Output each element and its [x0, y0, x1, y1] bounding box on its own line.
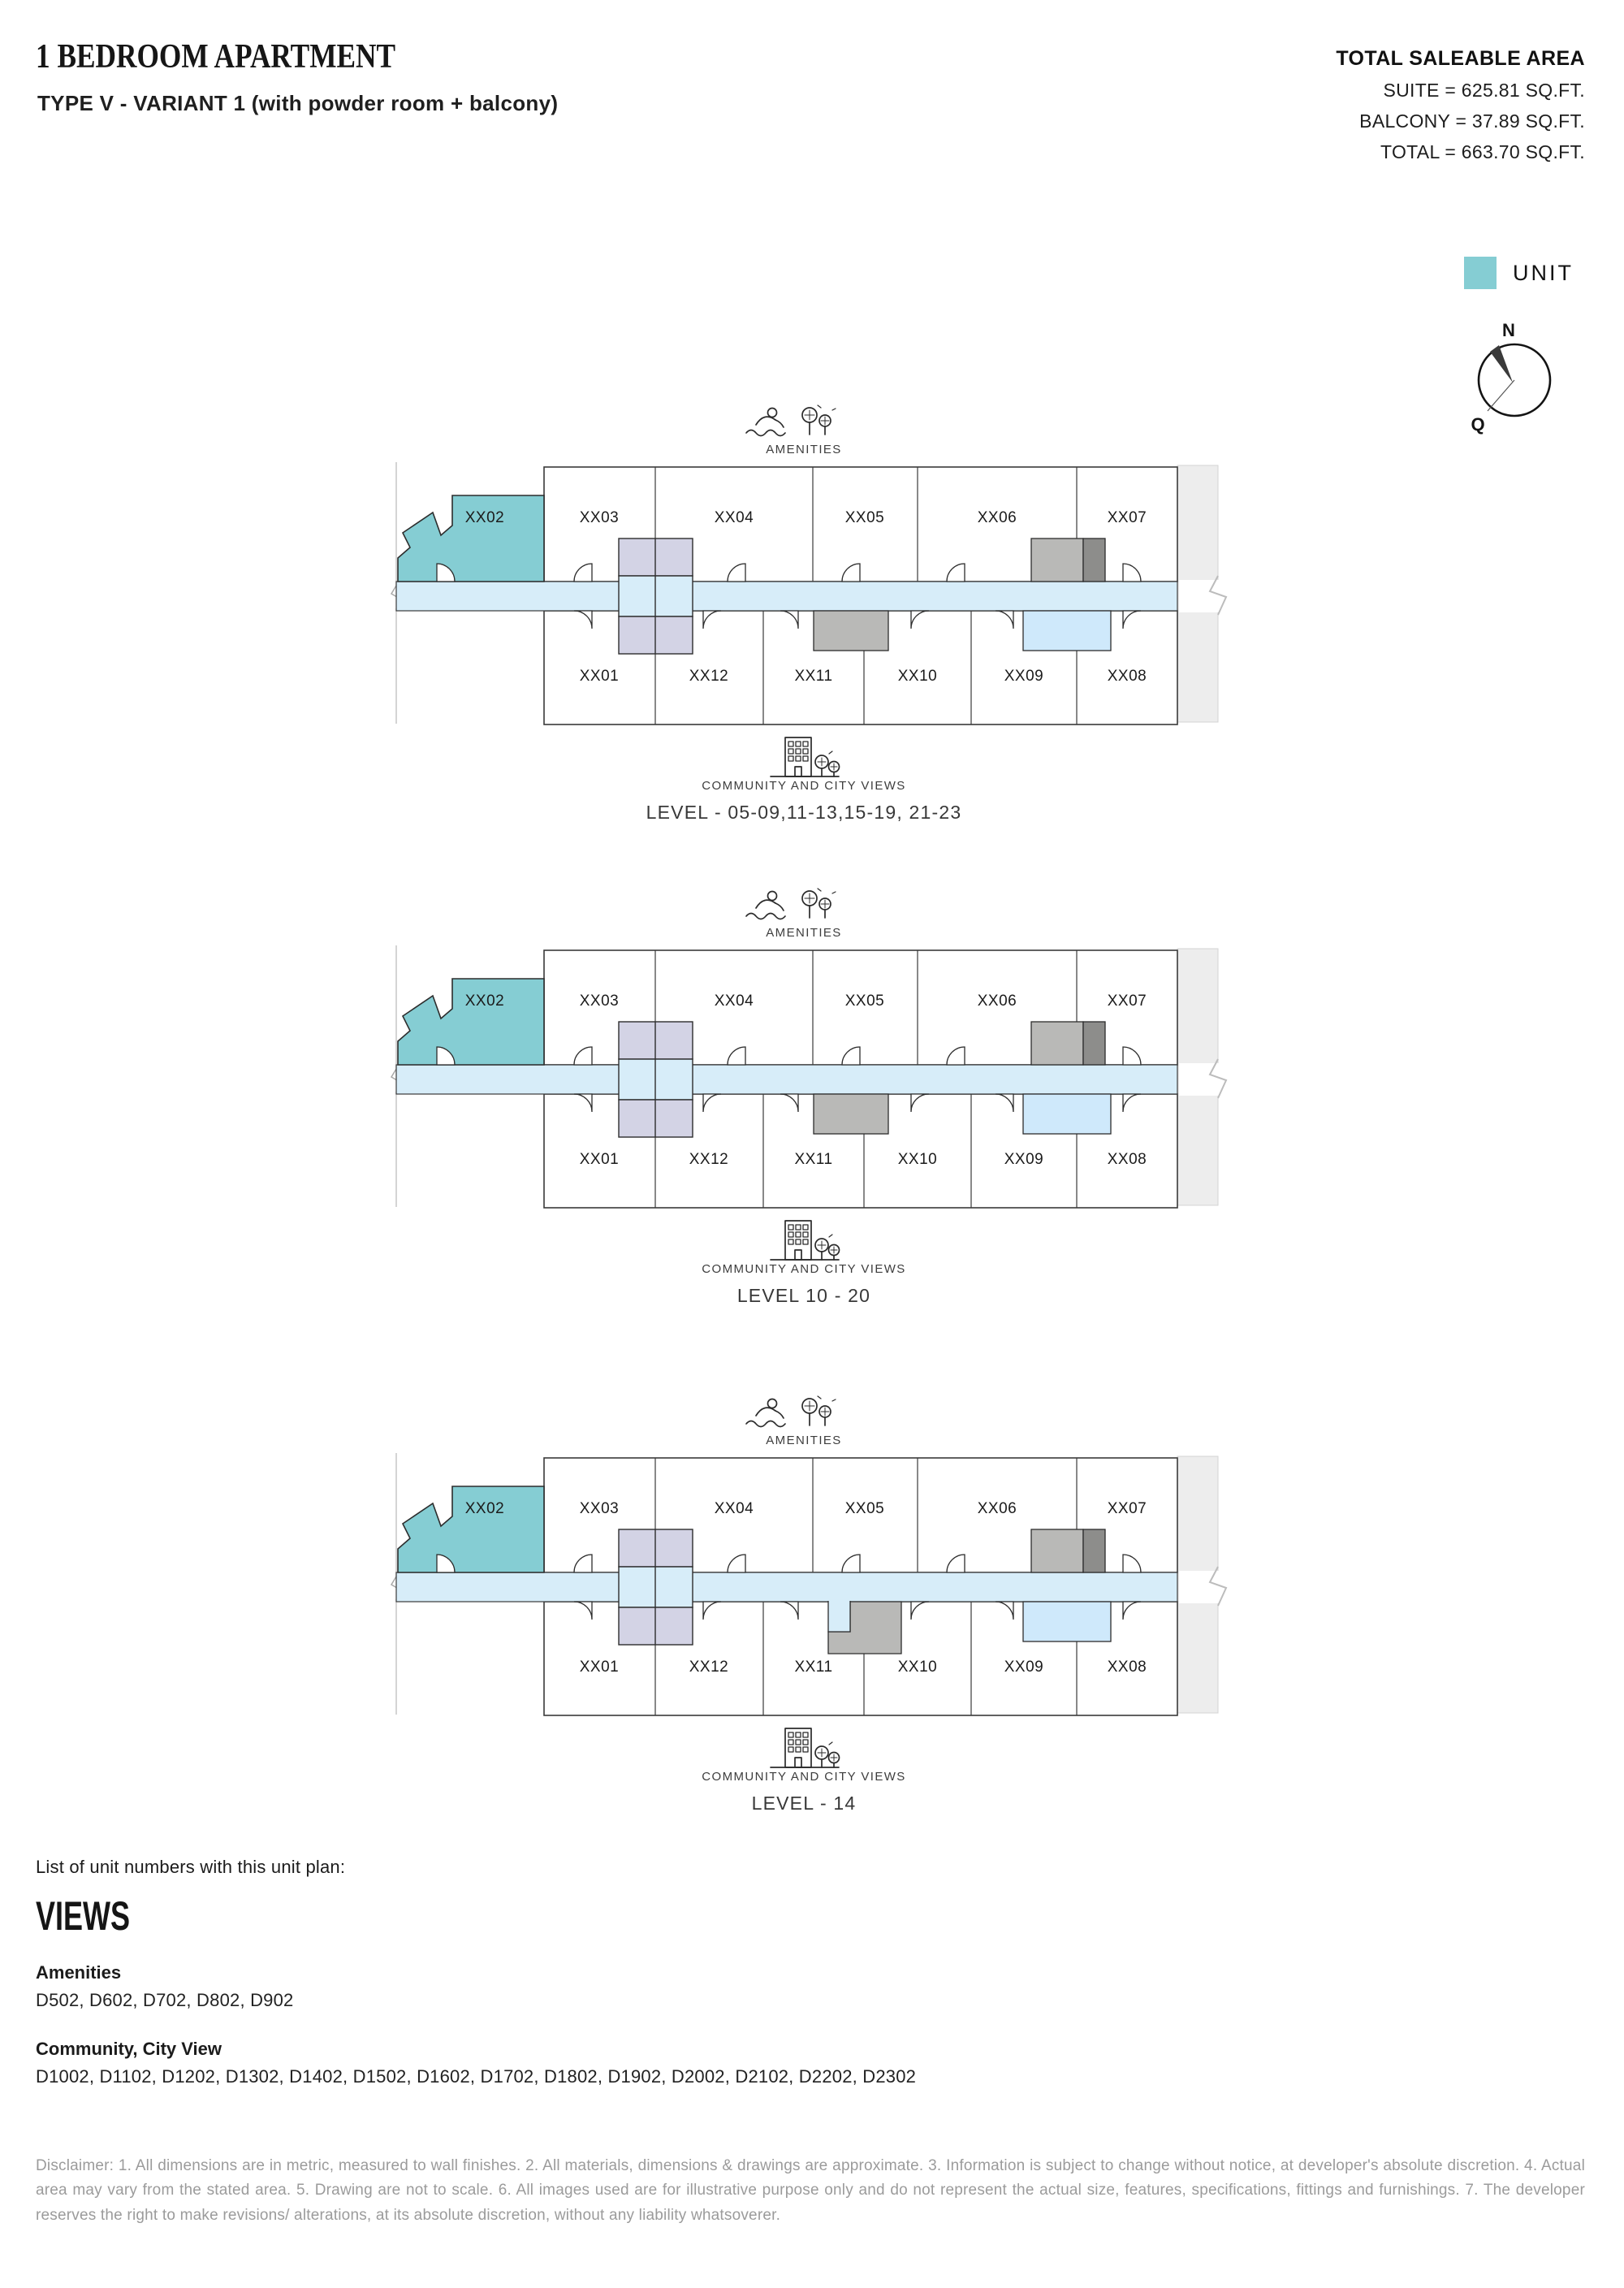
room-label: XX08	[1107, 1151, 1147, 1168]
level-label: LEVEL - 14	[751, 1793, 857, 1814]
room-label: XX07	[1107, 1500, 1147, 1517]
corridor	[396, 582, 1177, 611]
amenities-icon	[719, 1391, 889, 1438]
saleable-area-heading: TOTAL SALEABLE AREA	[1336, 47, 1585, 70]
balcony-area-line: BALCONY = 37.89 SQ.FT.	[1359, 110, 1585, 132]
room-label: XX03	[579, 993, 620, 1010]
room-label: XX05	[844, 509, 885, 526]
disclaimer-text: Disclaimer: 1. All dimensions are in metric, measured to wall finishes. 2. All materials, dimensions & drawings are approximate. 3. Information is subject to change without notice, at developer's absolute discretion. 4. Actual area may vary from the stated area. 5. Drawing are not to scale. 6. All images used are for illustrative purpose only and do not represent the actual size, features, specifications, fittings and furnishings. 7. The developer reserves the right to make revisions/ alterations, at its absolute discretion, without any liability whatsoverer.	[36, 2157, 1585, 2224]
corridor	[396, 1572, 1177, 1602]
compass-q-label: Q	[1471, 414, 1485, 435]
room-label: XX10	[897, 668, 938, 685]
room-label: XX06	[977, 509, 1017, 526]
amenities-icon	[719, 884, 889, 930]
room-label: XX08	[1107, 1659, 1147, 1676]
community-views-icon	[719, 1218, 889, 1269]
room-label: XX04	[714, 993, 754, 1010]
room-label: XX10	[897, 1659, 938, 1676]
community-group-units: D1002, D1102, D1202, D1302, D1402, D1502, D1602, D1702, D1802, D1902, D2002, D2102, D2202, D2302	[36, 2066, 917, 2087]
level-label: LEVEL 10 - 20	[736, 1285, 871, 1306]
room-label: XX07	[1107, 509, 1147, 526]
floor-plan-svg	[390, 1445, 1234, 1721]
service-block-bottom	[814, 1094, 888, 1134]
suite-area-line: SUITE = 625.81 SQ.FT.	[1383, 80, 1585, 101]
elevator-core	[619, 1022, 693, 1137]
room-label: XX01	[579, 1151, 620, 1168]
room-label: XX12	[689, 1151, 729, 1168]
unit-legend	[1464, 257, 1574, 289]
floor-plan-level-3	[0, 1434, 1624, 1827]
elevator-core	[619, 538, 693, 654]
unit-swatch-icon	[1464, 257, 1497, 289]
room-label: XX11	[794, 1151, 833, 1168]
room-label: XX06	[977, 1500, 1017, 1517]
room-label: XX12	[689, 668, 729, 685]
total-area-line: TOTAL = 663.70 SQ.FT.	[1380, 141, 1585, 162]
compass-needle	[1490, 345, 1513, 383]
room-label: XX09	[1004, 668, 1044, 685]
compass-icon	[1453, 315, 1575, 445]
room-label: XX09	[1004, 1659, 1044, 1676]
compass-tail	[1488, 380, 1514, 411]
room-label: XX05	[844, 1500, 885, 1517]
page-title: 1 BEDROOM APARTMENT	[36, 38, 396, 76]
room-label: XX03	[579, 509, 620, 526]
floor-plan-svg	[390, 454, 1234, 730]
amenities-caption: AMENITIES	[766, 1434, 842, 1447]
community-views-icon	[719, 1725, 889, 1776]
corridor	[396, 1065, 1177, 1094]
room-label: XX01	[579, 668, 620, 685]
room-label: XX12	[689, 1659, 729, 1676]
amenities-caption: AMENITIES	[766, 443, 842, 456]
room-label: XX03	[579, 1500, 620, 1517]
service-block-bottom	[814, 611, 888, 651]
community-views-caption: COMMUNITY AND CITY VIEWS	[702, 1770, 906, 1784]
service-block-top	[1031, 538, 1105, 582]
unit-legend-label: UNIT	[1513, 260, 1574, 285]
room-label: XX08	[1107, 668, 1147, 685]
balcony-block	[1023, 1602, 1111, 1641]
room-label: XX02	[464, 993, 505, 1010]
floor-plan-level-2	[0, 926, 1624, 1319]
service-block-top	[1031, 1529, 1105, 1572]
community-views-icon	[719, 734, 889, 785]
level-label: LEVEL - 05-09,11-13,15-19, 21-23	[646, 802, 962, 823]
views-title: VIEWS	[36, 1893, 131, 1939]
room-label: XX09	[1004, 1151, 1044, 1168]
balcony-block	[1023, 611, 1111, 651]
amenities-icon	[719, 400, 889, 447]
compass-north-label: N	[1502, 320, 1515, 340]
community-group-name: Community, City View	[36, 2039, 222, 2059]
floor-plan-level-1	[0, 443, 1624, 836]
highlighted-unit	[398, 979, 544, 1065]
floor-plan-svg	[390, 937, 1234, 1213]
room-label: XX11	[794, 668, 833, 685]
room-label: XX06	[977, 993, 1017, 1010]
service-block-top	[1031, 1022, 1105, 1065]
elevator-core	[619, 1529, 693, 1645]
community-views-caption: COMMUNITY AND CITY VIEWS	[702, 1262, 906, 1276]
room-label: XX01	[579, 1659, 620, 1676]
unit-list-heading: List of unit numbers with this unit plan:	[36, 1857, 346, 1877]
highlighted-unit	[398, 1486, 544, 1572]
amenities-caption: AMENITIES	[766, 926, 842, 940]
room-label: XX02	[464, 1500, 505, 1517]
saleable-area-block	[1336, 47, 1585, 163]
room-label: XX05	[844, 993, 885, 1010]
room-label: XX04	[714, 1500, 754, 1517]
room-label: XX07	[1107, 993, 1147, 1010]
balcony-block	[1023, 1094, 1111, 1134]
room-label: XX04	[714, 509, 754, 526]
room-label: XX02	[464, 509, 505, 526]
room-label: XX10	[897, 1151, 938, 1168]
highlighted-unit	[398, 495, 544, 582]
page-subtitle: TYPE V - VARIANT 1 (with powder room + balcony)	[37, 91, 559, 115]
service-block-bottom-notched	[828, 1601, 901, 1654]
community-views-caption: COMMUNITY AND CITY VIEWS	[702, 779, 906, 793]
amenities-group-name: Amenities	[36, 1962, 122, 1983]
amenities-group-units: D502, D602, D702, D802, D902	[36, 1990, 294, 2010]
room-label: XX11	[794, 1659, 833, 1676]
